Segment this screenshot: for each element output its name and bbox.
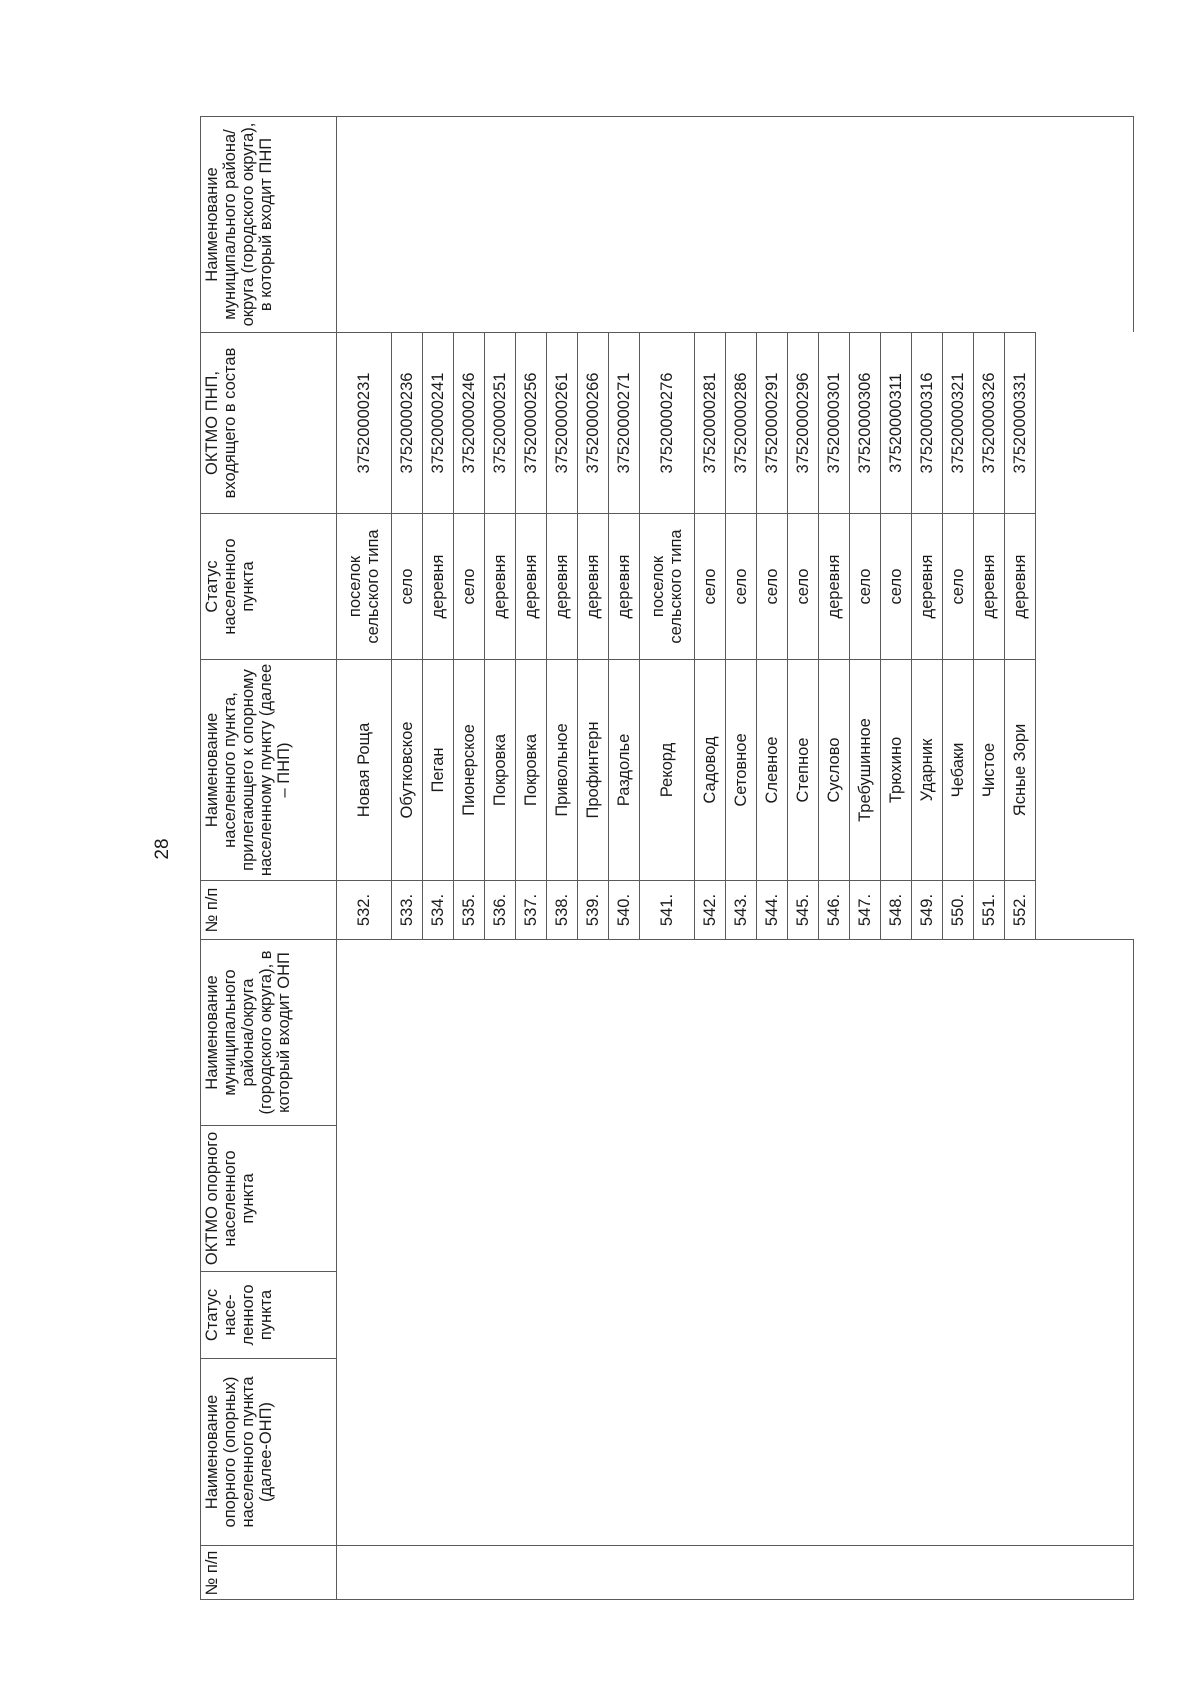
pnp-row-number: 540.	[609, 880, 640, 939]
header-pnp-district: Наименование муниципального района/округа (городского округа), в который входит ПНП	[200, 116, 337, 332]
pnp-row-status: деревня	[1005, 513, 1036, 659]
pnp-row-oktmo: 37520000326	[974, 332, 1005, 513]
pnp-row-oktmo: 37520000266	[578, 332, 609, 513]
pnp-row-name: Трюхино	[881, 659, 912, 880]
pnp-row-name: Обутковское	[392, 659, 423, 880]
onp-number-cell	[337, 1545, 1134, 1600]
pnp-row-number: 551.	[974, 880, 1005, 939]
pnp-row-status: деревня	[516, 513, 547, 659]
pnp-row-number: 532.	[337, 880, 392, 939]
pnp-row-oktmo: 37520000321	[943, 332, 974, 513]
pnp-row-name: Чистое	[974, 659, 1005, 880]
pnp-row-name: Степное	[788, 659, 819, 880]
pnp-row-number: 546.	[819, 880, 850, 939]
pnp-row-status: деревня	[547, 513, 578, 659]
pnp-row-number: 541.	[640, 880, 695, 939]
pnp-row-status: село	[454, 513, 485, 659]
header-onp-number: № п/п	[200, 1545, 337, 1600]
pnp-row-status: село	[757, 513, 788, 659]
pnp-row-number: 552.	[1005, 880, 1036, 939]
pnp-row-status: деревня	[423, 513, 454, 659]
pnp-row-status: деревня	[974, 513, 1005, 659]
pnp-row-status: деревня	[609, 513, 640, 659]
pnp-row-status: деревня	[912, 513, 943, 659]
pnp-row-oktmo: 37520000291	[757, 332, 788, 513]
pnp-row-number: 537.	[516, 880, 547, 939]
pnp-row-oktmo: 37520000296	[788, 332, 819, 513]
pnp-row-number: 536.	[485, 880, 516, 939]
header-onp-name: Наименование опорного (опорных) населенного пункта (далее-ОНП)	[200, 1358, 337, 1545]
pnp-row-status: село	[788, 513, 819, 659]
header-pnp-oktmo: ОКТМО ПНП, входящего в состав	[200, 332, 337, 513]
pnp-row-oktmo: 37520000281	[695, 332, 726, 513]
document-table	[200, 116, 1134, 1600]
pnp-row-oktmo: 37520000271	[609, 332, 640, 513]
pnp-row-number: 547.	[850, 880, 881, 939]
header-pnp-name: Наименование населенного пункта, прилегающего к опорному населенному пункту (далее – ПНП)	[200, 659, 337, 880]
pnp-row-number: 538.	[547, 880, 578, 939]
pnp-row-name: Новая Роща	[337, 659, 392, 880]
pnp-row-name: Ударник	[912, 659, 943, 880]
pnp-row-number: 539.	[578, 880, 609, 939]
header-pnp-status: Статус населенного пункта	[200, 513, 337, 659]
pnp-row-status: село	[392, 513, 423, 659]
pnp-row-status: село	[881, 513, 912, 659]
pnp-row-number: 542.	[695, 880, 726, 939]
pnp-row-oktmo: 37520000276	[640, 332, 695, 513]
pnp-row-name: Требушинное	[850, 659, 881, 880]
pnp-row-name: Сетовное	[726, 659, 757, 880]
pnp-row-number: 533.	[392, 880, 423, 939]
pnp-row-status: деревня	[485, 513, 516, 659]
header-onp-status: Статус насе-ленного пункта	[200, 1271, 337, 1358]
pnp-row-name: Рекорд	[640, 659, 695, 880]
pnp-row-name: Покровка	[516, 659, 547, 880]
pnp-row-name: Привольное	[547, 659, 578, 880]
pnp-row-status: село	[726, 513, 757, 659]
pnp-row-number: 550.	[943, 880, 974, 939]
page-number: 28	[152, 838, 173, 860]
pnp-row-name: Слевное	[757, 659, 788, 880]
pnp-row-oktmo: 37520000331	[1005, 332, 1036, 513]
pnp-row-oktmo: 37520000301	[819, 332, 850, 513]
pnp-row-oktmo: 37520000231	[337, 332, 392, 513]
pnp-row-name: Пеган	[423, 659, 454, 880]
pnp-row-oktmo: 37520000246	[454, 332, 485, 513]
pnp-row-name: Раздолье	[609, 659, 640, 880]
pnp-row-name: Пионерское	[454, 659, 485, 880]
pnp-row-oktmo: 37520000241	[423, 332, 454, 513]
pnp-row-name: Ясные Зори	[1005, 659, 1036, 880]
pnp-row-oktmo: 37520000256	[516, 332, 547, 513]
pnp-row-oktmo: 37520000251	[485, 332, 516, 513]
pnp-row-oktmo: 37520000261	[547, 332, 578, 513]
pnp-row-number: 544.	[757, 880, 788, 939]
pnp-row-status: деревня	[819, 513, 850, 659]
pnp-district-cell	[337, 116, 1134, 332]
header-onp-district: Наименование муниципального района/округа (городского округа), в который входит ОНП	[200, 939, 337, 1125]
pnp-row-name: Профинтерн	[578, 659, 609, 880]
pnp-row-status: село	[850, 513, 881, 659]
pnp-row-status: поселок сельского типа	[640, 513, 695, 659]
header-onp-oktmo: ОКТМО опорного населенного пункта	[200, 1125, 337, 1271]
pnp-row-status: село	[695, 513, 726, 659]
pnp-row-number: 545.	[788, 880, 819, 939]
pnp-row-oktmo: 37520000286	[726, 332, 757, 513]
pnp-row-oktmo: 37520000236	[392, 332, 423, 513]
pnp-row-status: деревня	[578, 513, 609, 659]
pnp-row-number: 534.	[423, 880, 454, 939]
pnp-row-number: 548.	[881, 880, 912, 939]
pnp-row-oktmo: 37520000316	[912, 332, 943, 513]
pnp-row-number: 543.	[726, 880, 757, 939]
pnp-row-name: Покровка	[485, 659, 516, 880]
pnp-row-oktmo: 37520000311	[881, 332, 912, 513]
pnp-row-oktmo: 37520000306	[850, 332, 881, 513]
header-pnp-number: № п/п	[200, 880, 337, 939]
pnp-row-number: 549.	[912, 880, 943, 939]
onp-merged-body	[337, 939, 1134, 1545]
pnp-row-name: Садовод	[695, 659, 726, 880]
pnp-row-number: 535.	[454, 880, 485, 939]
pnp-row-name: Суслово	[819, 659, 850, 880]
pnp-row-status: поселок сельского типа	[337, 513, 392, 659]
pnp-row-name: Чебаки	[943, 659, 974, 880]
pnp-row-status: село	[943, 513, 974, 659]
